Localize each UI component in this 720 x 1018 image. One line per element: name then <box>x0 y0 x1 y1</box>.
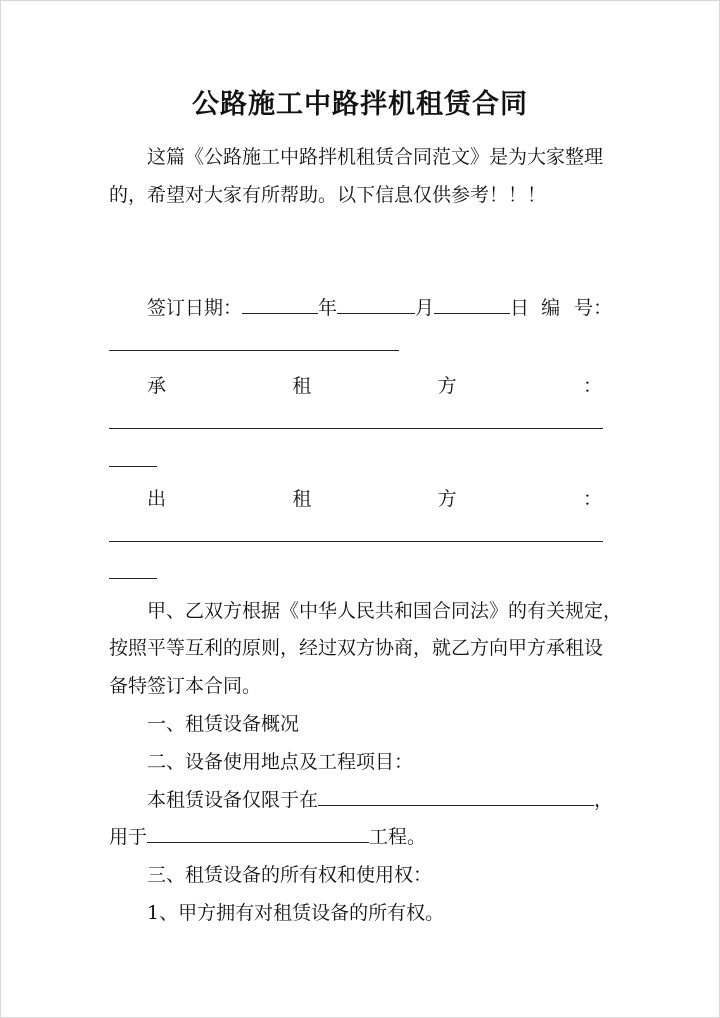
intro-line-1: 这篇《公路施工中路拌机租赁合同范文》是为大家整理 <box>147 146 604 168</box>
month-blank[interactable] <box>337 295 415 314</box>
project-row <box>109 823 426 851</box>
lessor-char-2: 租 <box>292 488 312 510</box>
lessor-blank-line-2[interactable] <box>109 578 157 579</box>
day-blank[interactable] <box>434 295 510 314</box>
lessee-char-4: ： <box>582 375 602 397</box>
location-blank[interactable] <box>318 787 594 806</box>
para1-line-3: 备特签订本合同。 <box>109 675 262 697</box>
lessor-char-3: 方 <box>437 488 457 510</box>
use-prefix: 用于 <box>109 826 148 848</box>
lessor-char-1: 出 <box>147 488 167 510</box>
location-row <box>147 786 613 814</box>
lessee-char-2: 租 <box>292 375 312 397</box>
lessor-label-row <box>147 485 602 513</box>
contract-number-blank[interactable] <box>109 350 399 351</box>
lessee-blank-line-2[interactable] <box>109 466 157 467</box>
section-3-heading: 三、租赁设备的所有权和使用权： <box>147 864 433 886</box>
lessor-blank-line-1[interactable] <box>109 541 603 542</box>
section-1-heading: 一、租赁设备概况 <box>147 713 300 735</box>
project-blank[interactable] <box>147 824 369 843</box>
para1-line-2: 按照平等互利的原则，经过双方协商，就乙方向甲方承租设 <box>109 637 604 659</box>
month-label: 月 <box>415 297 435 319</box>
lessee-blank-line-1[interactable] <box>109 428 603 429</box>
year-blank[interactable] <box>242 295 318 314</box>
para1-line-1: 甲、乙双方根据《中华人民共和国合同法》的有关规定， <box>147 600 623 622</box>
location-prefix: 本租赁设备仅限于在 <box>147 789 319 811</box>
location-suffix: ， <box>594 789 614 811</box>
lessee-char-1: 承 <box>147 375 167 397</box>
signing-date-label: 签订日期： <box>147 297 243 319</box>
intro-line-2: 的，希望对大家有所帮助。以下信息仅供参考！！！ <box>109 184 547 206</box>
year-label: 年 <box>318 297 338 319</box>
document-title: 公路施工中路拌机租赁合同 <box>192 89 528 120</box>
item-1: 1、甲方拥有对租赁设备的所有权。 <box>147 902 445 924</box>
lessee-char-3: 方 <box>437 375 457 397</box>
section-2-heading: 二、设备使用地点及工程项目： <box>147 751 414 773</box>
number-label-2: 号： <box>574 297 613 319</box>
signing-date-row <box>147 294 612 322</box>
lessee-label-row <box>147 372 602 400</box>
number-label-1: 编 <box>541 297 561 319</box>
lessor-char-4: ： <box>582 488 602 510</box>
use-suffix: 工程。 <box>369 826 427 848</box>
day-label: 日 <box>510 297 530 319</box>
